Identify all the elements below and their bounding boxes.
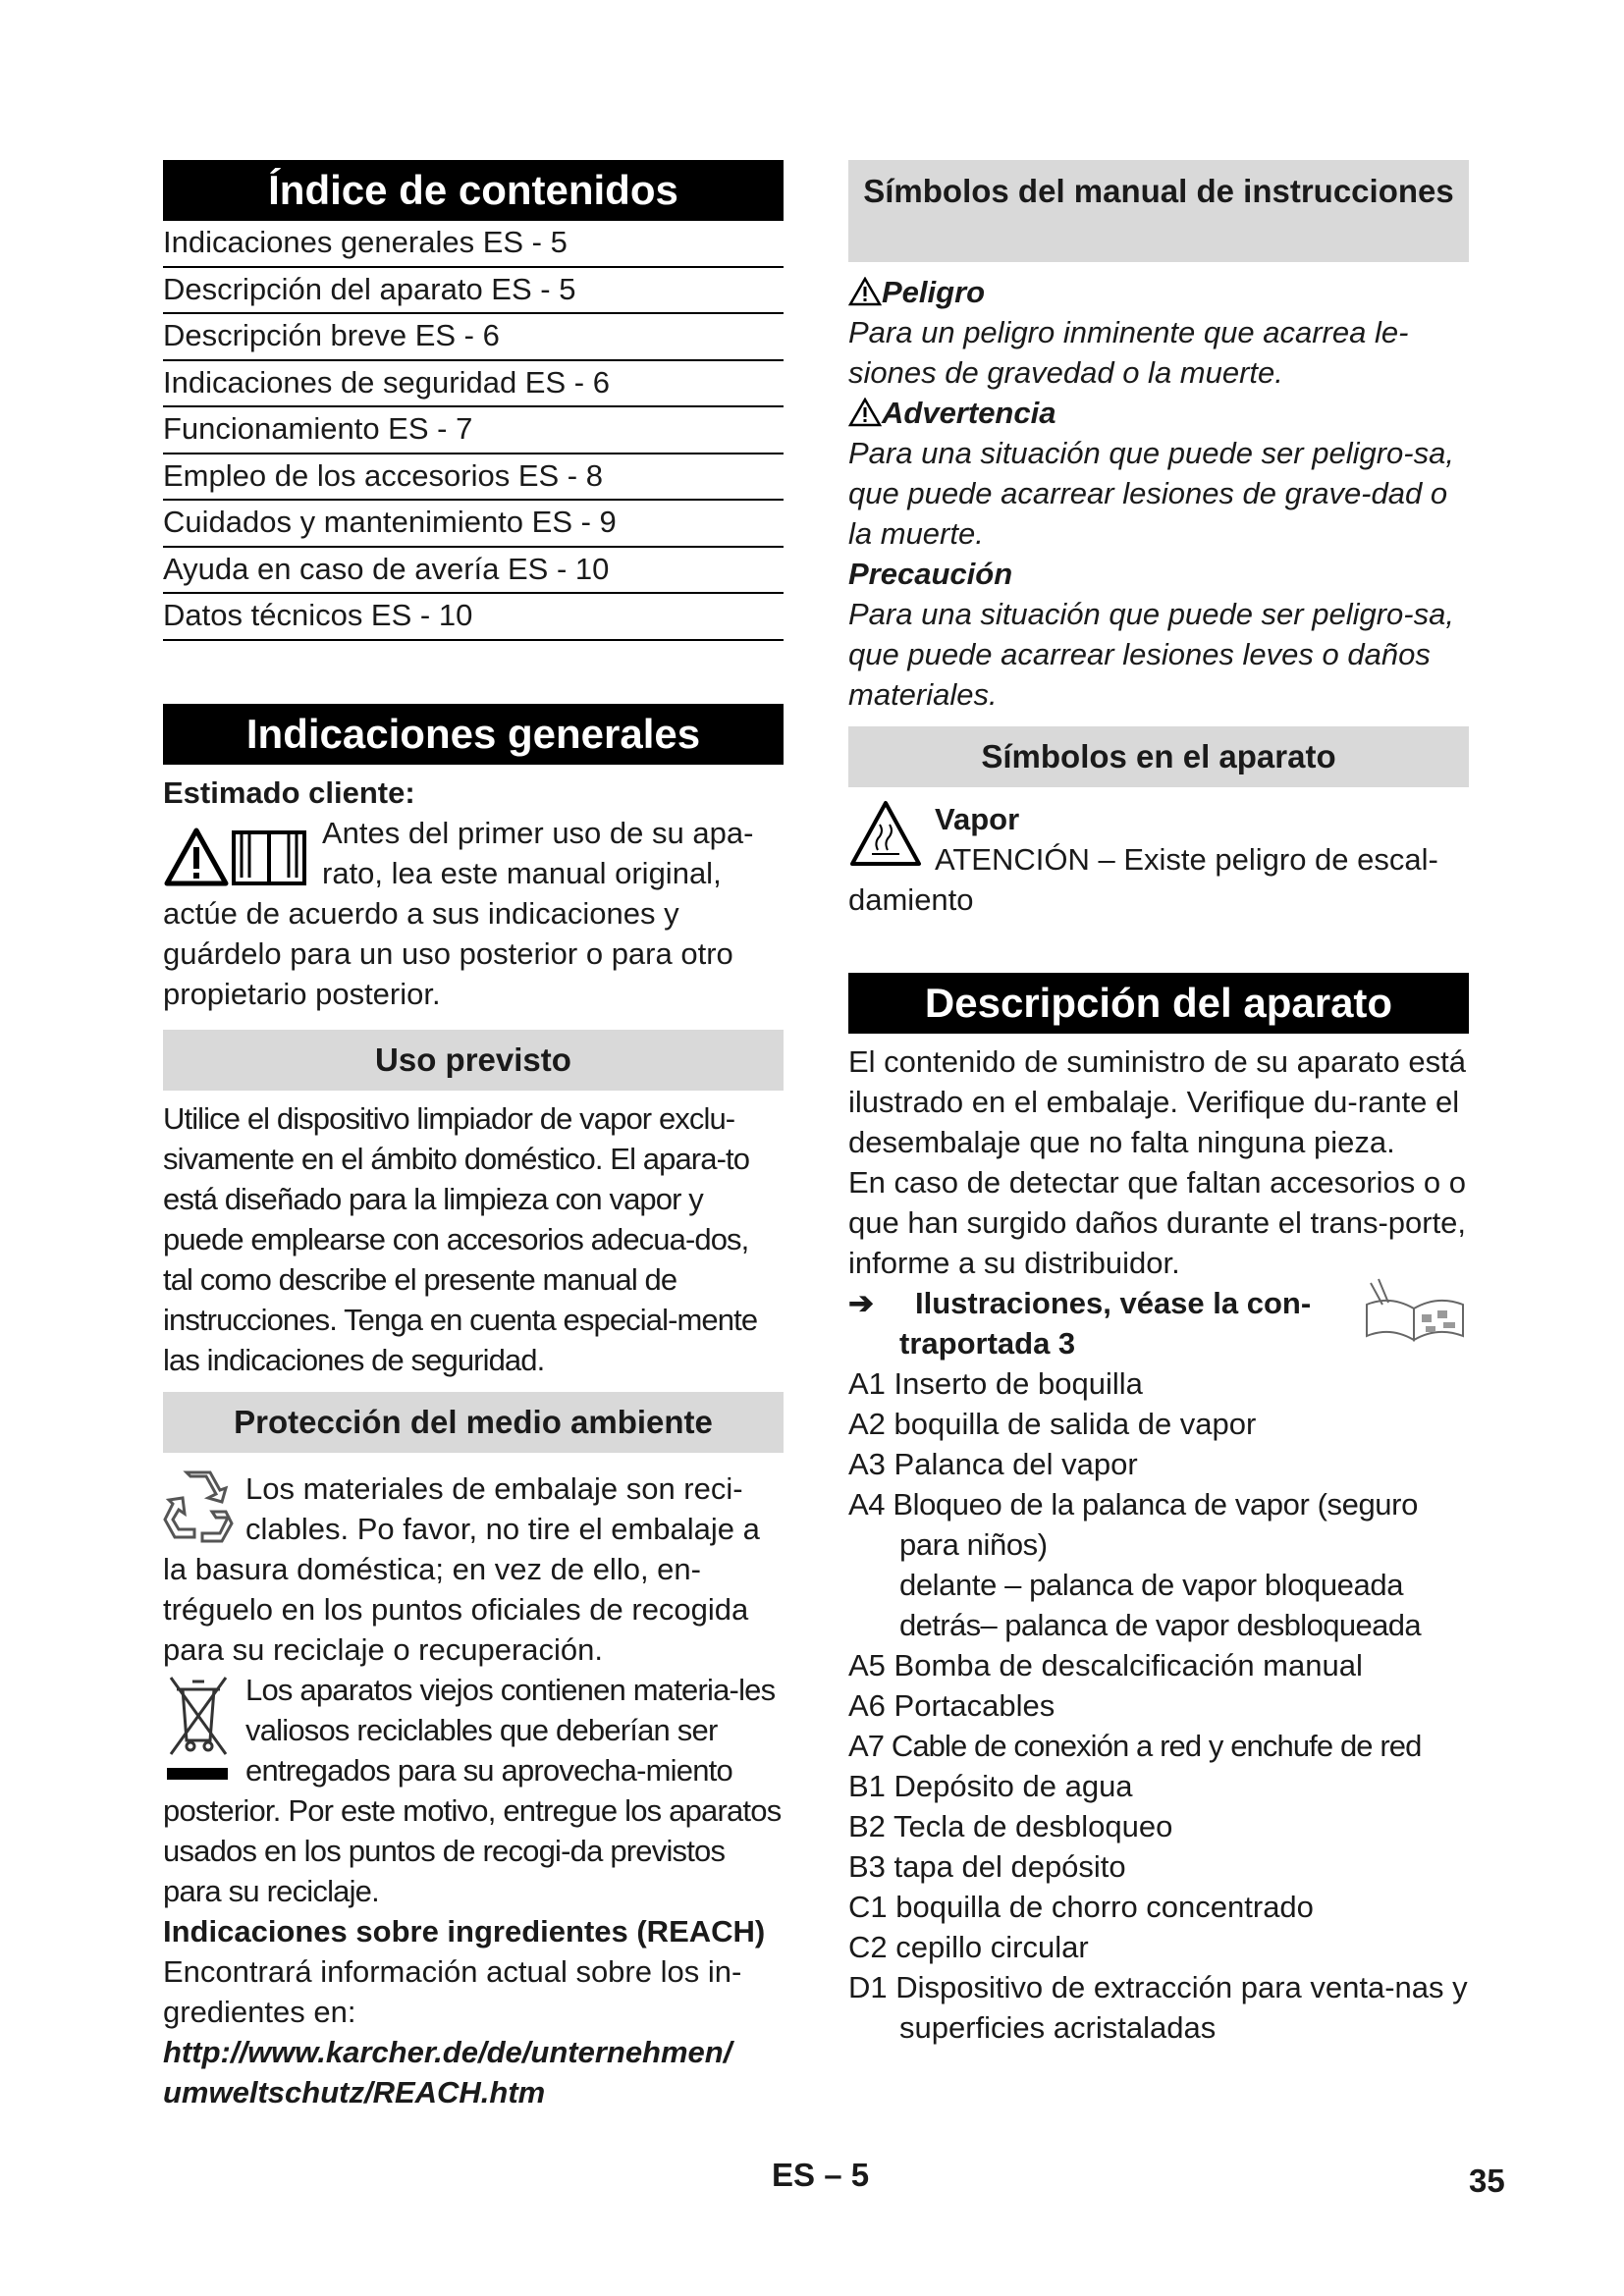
intended-use-title: Uso previsto [163,1030,784,1091]
toc-item[interactable]: Cuidados y mantenimiento ES - 9 [163,501,784,548]
toc-item[interactable]: Indicaciones de seguridad ES - 6 [163,361,784,408]
toc-item[interactable]: Ayuda en caso de avería ES - 10 [163,548,784,595]
toc-list [163,221,784,641]
warning-triangle-icon [848,277,882,306]
open-manual-illustration-icon [1361,1275,1469,1346]
toc-item[interactable]: Empleo de los accesorios ES - 8 [163,454,784,502]
danger-text: Para un peligro inminente que acarrea le-siones de gravedad o la muerte. [848,315,1409,390]
toc-title: Índice de contenidos [163,160,784,221]
part-item: C2 cepillo circular [848,1930,1089,1964]
part-item: B1 Depósito de agua [848,1769,1133,1803]
steam-text: ATENCIÓN – Existe peligro de escal-damiento [848,842,1438,917]
toc-item[interactable]: Datos técnicos ES - 10 [163,594,784,641]
device-symbols-title: Símbolos en el aparato [848,726,1469,787]
part-item: B2 Tecla de desbloqueo [848,1809,1173,1843]
footer-lang: ES [772,2157,816,2193]
part-item: D1 Dispositivo de extracción para venta-nas y superficies acristaladas [848,1970,1468,2045]
steam-label: Vapor [935,802,1020,836]
old-devices-text: Los aparatos viejos contienen materia-les valiosos reciclables que deberían ser entregados para su aprovecha-miento posterior. Por este motivo, entregue los aparatos usados en los puntos de recogi-da previstos para su reciclaje. [163,1672,782,1908]
part-item: A5 Bomba de descalcificación manual [848,1648,1363,1682]
warning-triangle-icon [848,398,882,427]
read-manual-warning-icon [163,813,310,893]
part-sub-item: detrás– palanca de vapor desbloqueada [899,1608,1422,1642]
intro-rest: actúe de acuerdo a sus indicaciones y guárdelo para un uso posterior o para otro propietario posterior. [163,895,733,1011]
part-item: A1 Inserto de boquilla [848,1366,1143,1401]
intro-line-1: Antes del primer uso de su apa- [322,815,754,850]
environment-title: Protección del medio ambiente [163,1392,784,1453]
warning-manual-icon-group [163,813,310,893]
reach-url-line-2[interactable]: umweltschutz/REACH.htm [163,2074,546,2109]
warning-text: Para una situación que puede ser peligro-sa, que puede acarrear lesiones de grave-dad o la muerte. [848,436,1454,551]
right-column [848,160,1469,2048]
footer-section-page: – 5 [824,2157,870,2193]
part-item: A4 Bloqueo de la palanca de vapor (seguro para niños) [848,1487,1418,1562]
part-sub-item: delante – palanca de vapor bloqueada [899,1568,1404,1602]
part-item: A6 Portacables [848,1688,1056,1723]
toc-item[interactable]: Descripción breve ES - 6 [163,314,784,361]
part-item: B3 tapa del depósito [848,1849,1126,1884]
warning-heading [848,393,1469,433]
caution-text: Para una situación que puede ser peligro-sa, que puede acarrear lesiones leves o daños materiales. [848,597,1454,712]
part-item: A3 Palanca del vapor [848,1447,1138,1481]
reach-url-line-1[interactable]: http://www.karcher.de/de/unternehmen/ [163,2034,732,2069]
description-para-2: En caso de detectar que faltan accesorios o o que han surgido daños durante el trans-porte, informe a su distribuidor. [848,1165,1467,1280]
greeting: Estimado cliente: [163,774,415,810]
crossed-bin-icon [163,1670,234,1788]
description-para-1: El contenido de suministro de su aparato está ilustrado en el embalaje. Verifique du-rante el desembalaje que no falta ninguna pieza. [848,1044,1466,1159]
recycling-icon [163,1468,234,1545]
caution-label: Precaución [848,557,1013,591]
reach-heading: Indicaciones sobre ingredientes (REACH) [163,1913,766,1949]
packaging-text: Los materiales de embalaje son reci-clables. Po favor, no tire el embalaje a la basura doméstica; en vez de ello, en-tréguelo en los puntos oficiales de recogida para su reciclaje o recuperación. [163,1470,760,1667]
part-item: C1 boquilla de chorro concentrado [848,1890,1314,1924]
toc-item[interactable]: Descripción del aparato ES - 5 [163,268,784,315]
warning-label: Advertencia [882,396,1056,430]
manual-symbols-title: Símbolos del manual de instrucciones [848,160,1469,262]
general-title: Indicaciones generales [163,704,784,765]
steam-warning-icon [848,799,923,868]
toc-item[interactable]: Funcionamiento ES - 7 [163,407,784,454]
reach-text: Encontrará información actual sobre los in-gredientes en: [163,1953,742,2029]
page-number: 35 [1469,2163,1505,2199]
danger-label: Peligro [882,275,986,309]
arrow-right-icon: ➔ [848,1286,874,1320]
toc-item[interactable]: Indicaciones generales ES - 5 [163,221,784,268]
weee-icon-group [163,1670,234,1788]
illustrations-line-2: traportada 3 [899,1326,1076,1361]
intro-line-2: rato, lea este manual original, [322,855,722,890]
illustrations-line-1: Ilustraciones, véase la con- [915,1286,1312,1320]
left-column [163,160,784,2112]
footer-section [772,2157,869,2194]
intended-use-text: Utilice el dispositivo limpiador de vapor exclu-sivamente en el ámbito doméstico. El apara-to está diseñado para la limpieza con vapor y puede emplearse con accesorios adecua-dos, tal como describe el presente manual de instrucciones. Tenga en cuenta especial-mente las indicaciones de seguridad. [163,1100,758,1377]
danger-heading [848,272,1469,312]
part-item: A7 Cable de conexión a red y enchufe de red [848,1729,1422,1763]
description-title: Descripción del aparato [848,973,1469,1034]
part-item: A2 boquilla de salida de vapor [848,1407,1257,1441]
